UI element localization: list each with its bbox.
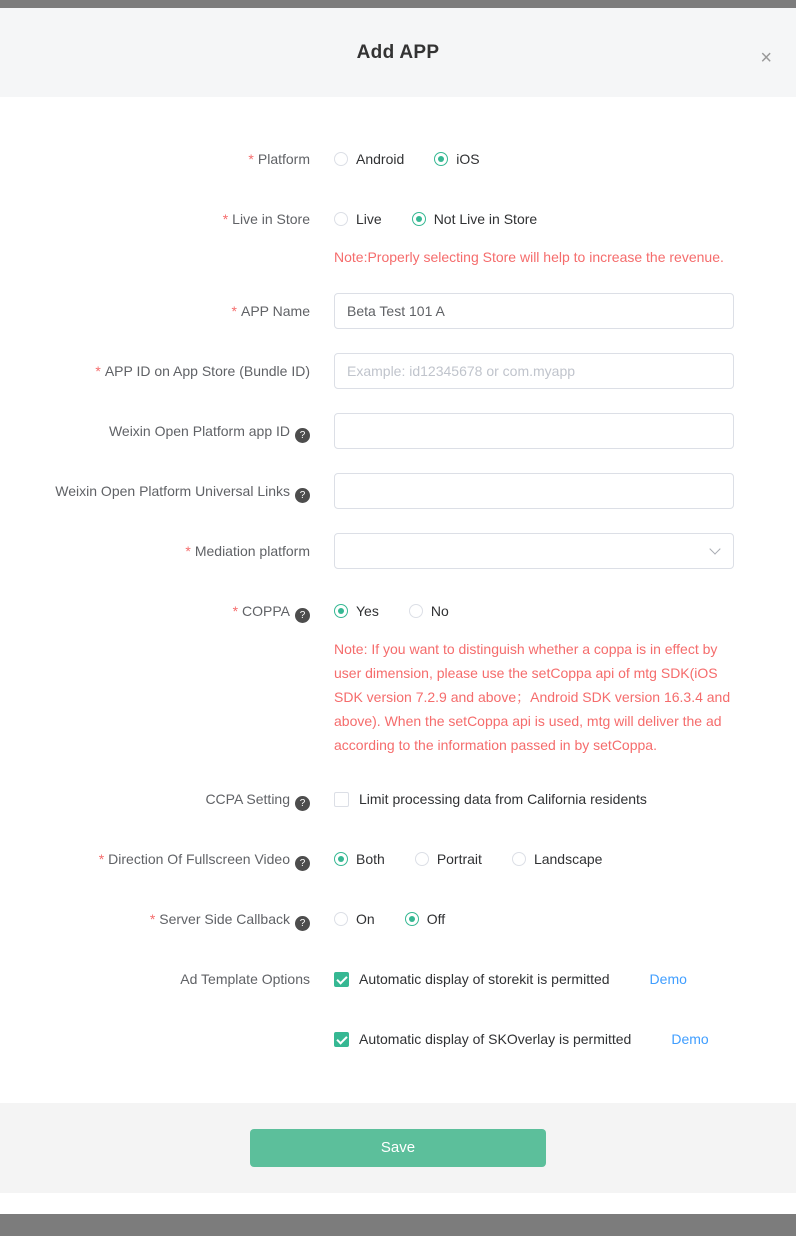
radio-icon[interactable] — [412, 212, 426, 226]
checkbox-icon[interactable] — [334, 972, 349, 987]
label-text: APP ID on App Store (Bundle ID) — [104, 363, 310, 379]
radio-option-both[interactable] — [334, 851, 385, 867]
help-icon[interactable]: ? — [295, 916, 310, 931]
close-icon[interactable]: × — [760, 47, 772, 69]
form-row-ccpa — [0, 781, 796, 817]
form-row-coppa — [0, 593, 796, 757]
skoverlay-checkbox-option[interactable] — [334, 1031, 631, 1047]
modal-header — [0, 8, 796, 97]
checkbox-label: Automatic display of storekit is permitted — [359, 971, 610, 987]
storekit-checkbox-option[interactable] — [334, 971, 610, 987]
required-marker: * — [95, 363, 101, 379]
modal-title: Add APP — [356, 41, 440, 63]
radio-label: Android — [356, 151, 405, 167]
checkbox-icon[interactable] — [334, 792, 349, 807]
app-name-input[interactable] — [334, 293, 734, 329]
radio-option-landscape[interactable] — [512, 851, 603, 867]
form-row-mediation-platform — [0, 533, 796, 569]
radio-option-on[interactable] — [334, 911, 375, 927]
radio-icon[interactable] — [405, 912, 419, 926]
radio-option-ios[interactable] — [434, 151, 479, 167]
form-row-platform — [0, 141, 796, 177]
radio-icon[interactable] — [334, 212, 348, 226]
field-label-app-id — [0, 353, 310, 389]
field-label-direction — [0, 841, 310, 877]
label-text: Platform — [257, 151, 310, 167]
form-row-app-name — [0, 293, 796, 329]
chevron-down-icon — [709, 543, 720, 554]
field-label-mediation-platform — [0, 533, 310, 569]
radio-icon[interactable] — [434, 152, 448, 166]
field-label-live-in-store — [0, 201, 310, 269]
add-app-form — [0, 97, 796, 1081]
radio-icon[interactable] — [334, 852, 348, 866]
page-background-top — [0, 0, 796, 8]
label-text: Server Side Callback — [159, 911, 290, 927]
radio-label: Portrait — [436, 851, 482, 867]
save-button[interactable]: Save — [250, 1129, 546, 1167]
modal-footer — [0, 1103, 796, 1193]
help-icon[interactable]: ? — [295, 428, 310, 443]
form-row-app-id — [0, 353, 796, 389]
field-label-app-name — [0, 293, 310, 329]
label-text: COPPA — [242, 603, 290, 619]
form-row-weixin-universal-links — [0, 473, 796, 509]
radio-option-coppa-yes[interactable] — [334, 603, 379, 619]
radio-label: Both — [356, 851, 385, 867]
radio-label: Landscape — [533, 851, 603, 867]
app-id-input[interactable] — [334, 353, 734, 389]
form-row-ad-template-storekit — [0, 961, 796, 997]
weixin-universal-links-input[interactable] — [334, 473, 734, 509]
skoverlay-demo-link[interactable]: Demo — [671, 1031, 709, 1047]
radio-icon[interactable] — [409, 604, 423, 618]
radio-icon[interactable] — [334, 604, 348, 618]
field-label-coppa — [0, 593, 310, 757]
store-note: Note:Properly selecting Store will help to increase the revenue. — [334, 249, 724, 265]
label-text: Ad Template Options — [180, 971, 310, 987]
radio-option-portrait[interactable] — [415, 851, 482, 867]
radio-icon[interactable] — [415, 852, 429, 866]
form-row-server-callback — [0, 901, 796, 937]
label-text: Weixin Open Platform Universal Links — [55, 483, 290, 499]
field-label-platform — [0, 141, 310, 177]
label-text: Direction Of Fullscreen Video — [108, 851, 290, 867]
storekit-demo-link[interactable]: Demo — [649, 971, 687, 987]
radio-label: On — [356, 911, 375, 927]
label-text: Live in Store — [232, 211, 310, 227]
field-label-weixin-app-id — [0, 413, 310, 449]
field-label-server-callback — [0, 901, 310, 937]
field-label-ad-template — [0, 961, 310, 997]
label-text: APP Name — [241, 303, 310, 319]
form-row-ad-template-skoverlay — [0, 1021, 796, 1057]
radio-label: Live — [356, 211, 382, 227]
radio-icon[interactable] — [512, 852, 526, 866]
form-row-direction — [0, 841, 796, 877]
radio-icon[interactable] — [334, 152, 348, 166]
checkbox-label: Automatic display of SKOverlay is permitted — [359, 1031, 632, 1047]
required-marker: * — [248, 151, 254, 167]
required-marker: * — [222, 211, 229, 227]
label-text: Mediation platform — [194, 543, 310, 559]
required-marker: * — [185, 543, 191, 559]
ccpa-checkbox-option[interactable] — [334, 791, 647, 807]
label-text: CCPA Setting — [205, 791, 290, 807]
radio-label: Not Live in Store — [433, 211, 538, 227]
required-marker: * — [231, 303, 237, 319]
field-label-ccpa — [0, 781, 310, 817]
checkbox-icon[interactable] — [334, 1032, 349, 1047]
weixin-app-id-input[interactable] — [334, 413, 734, 449]
label-text: Weixin Open Platform app ID — [108, 423, 290, 439]
radio-option-coppa-no[interactable] — [409, 603, 449, 619]
required-marker: * — [149, 911, 156, 927]
coppa-note: Note: If you want to distinguish whether a coppa is in effect by user dimension, please use the setCoppa api of mtg SDK(iOS SDK version 7.2.9 and above；Android SDK version 16.3.4 and above). When the setCoppa api is used, mtg will deliver the ad according to the information passed in by setCoppa. — [334, 641, 731, 753]
checkbox-label: Limit processing data from California residents — [359, 791, 647, 807]
mediation-platform-select[interactable] — [334, 533, 734, 569]
radio-label: iOS — [456, 151, 480, 167]
help-icon[interactable]: ? — [295, 488, 310, 503]
radio-option-android[interactable] — [334, 151, 404, 167]
radio-option-live[interactable] — [334, 211, 382, 227]
required-marker: * — [232, 603, 239, 619]
required-marker: * — [98, 851, 105, 867]
radio-option-not-live[interactable] — [412, 211, 538, 227]
page-background-bottom — [0, 1214, 796, 1236]
form-row-weixin-app-id — [0, 413, 796, 449]
help-icon[interactable]: ? — [295, 796, 310, 811]
field-label-weixin-universal-links — [0, 473, 310, 509]
radio-label: Off — [426, 911, 446, 927]
help-icon[interactable]: ? — [295, 608, 310, 623]
radio-label: No — [430, 603, 449, 619]
radio-option-off[interactable] — [405, 911, 445, 927]
field-label-empty — [0, 1021, 310, 1057]
radio-label: Yes — [356, 603, 379, 619]
help-icon[interactable]: ? — [295, 856, 310, 871]
radio-icon[interactable] — [334, 912, 348, 926]
form-row-live-in-store — [0, 201, 796, 269]
